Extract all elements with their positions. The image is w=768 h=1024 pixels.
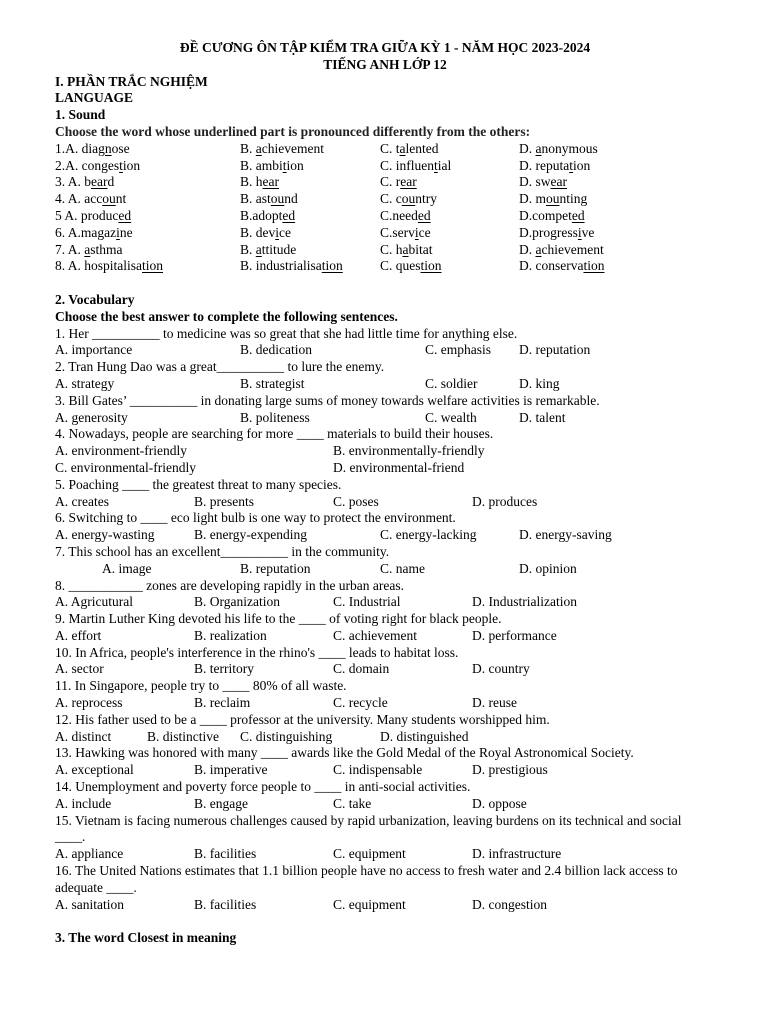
answer-options-row [55, 527, 715, 544]
question-text: 9. Martin Luther King devoted his life to the ____ of voting right for black people. [55, 611, 502, 627]
sound-option: D. mounting [519, 191, 588, 207]
question-text: 3. Bill Gates’ __________ in donating large sums of money towards welfare activities is remarkable. [55, 392, 600, 408]
sound-option: C. talented [380, 140, 439, 156]
sound-option: B. hear [240, 174, 279, 190]
underlined-sound: ou [401, 191, 416, 207]
sound-option: D.competed [519, 207, 585, 223]
underlined-sound: a [255, 241, 262, 257]
sound-question-row [55, 191, 715, 208]
sound-option: B. astound [240, 191, 298, 207]
doc-title-line2: TIẾNG ANH LỚP 12 [323, 56, 447, 72]
answer-option: B. distinctive [147, 728, 219, 744]
sound-option: 3. A. beard [55, 174, 115, 190]
sound-option: C.needed [380, 207, 431, 223]
underlined-sound: tion [142, 258, 164, 274]
underlined-sound: tion [321, 258, 343, 274]
answer-option: C. Industrial [333, 594, 401, 610]
answer-option: D. king [519, 375, 560, 391]
sound-option: D. anonymous [519, 140, 598, 156]
underlined-sound: a [402, 241, 409, 257]
answer-option: D. infrastructure [472, 846, 562, 862]
answer-option: B. strategist [240, 375, 305, 391]
underlined-sound: a [255, 140, 262, 156]
answer-option: A. reprocess [55, 695, 123, 711]
sound-option: 2.A. congestion [55, 157, 141, 173]
underlined-sound: t [434, 157, 438, 173]
answer-option: D. prestigious [472, 762, 548, 778]
answer-option: C. energy-lacking [380, 527, 477, 543]
underlined-sound: i [577, 224, 582, 240]
answer-option: D. congestion [472, 896, 547, 912]
question-text: 12. His father used to be a ____ professor at the university. Many students worshipped him. [55, 711, 550, 727]
question-text: 16. The United Nations estimates that 1.1 billion people have no access to fresh water and 2.4 billion lack access to adequate ____. [55, 863, 678, 895]
sound-question-row [55, 225, 715, 242]
answer-option: D. produces [472, 493, 538, 509]
answer-option: D. oppose [472, 795, 527, 811]
sound-question-row [55, 208, 715, 225]
answer-option: C. equipment [333, 846, 406, 862]
question-text: 6. Switching to ____ eco light bulb is one way to protect the environment. [55, 510, 456, 526]
sound-option: B. achievement [240, 140, 324, 156]
sound-option: D. swear [519, 174, 567, 190]
answer-option: A. appliance [55, 846, 124, 862]
answer-option: D. energy-saving [519, 527, 612, 543]
answer-option: D. talent [519, 409, 566, 425]
sound-option: C. question [380, 258, 442, 274]
sound-question-row [55, 242, 715, 259]
underlined-sound: ed [118, 207, 132, 223]
answer-option: C. equipment [333, 896, 406, 912]
answer-option: B. territory [194, 661, 254, 677]
answer-option: A. include [55, 795, 112, 811]
doc-title-line1: ĐỀ CƯƠNG ÔN TẬP KIỂM TRA GIỮA KỲ 1 - NĂM HỌC 2023-2024 [179, 40, 591, 55]
answer-options-row [55, 846, 715, 863]
spacer [55, 913, 715, 930]
answer-option: A. Agricutural [55, 594, 133, 610]
part1-heading: I. PHẦN TRẮC NGHIỆM [55, 73, 208, 89]
underlined-sound: ear [91, 174, 108, 190]
sound-option: C. influential [380, 157, 452, 173]
answer-option: C. emphasis [425, 342, 491, 358]
sound-option: C. rear [380, 174, 417, 190]
sound-instruction: Choose the word whose underlined part is pronounced differently from the others: [55, 123, 531, 139]
answer-option: D. Industrialization [472, 594, 577, 610]
underlined-sound: ear [400, 174, 417, 190]
question-text: 7. This school has an excellent__________ in the community. [55, 543, 390, 559]
answer-options-row [55, 762, 715, 779]
answer-option: B. presents [194, 493, 254, 509]
answer-options-row [55, 460, 715, 477]
underlined-sound: ou [270, 191, 285, 207]
underlined-sound: t [119, 157, 123, 173]
underlined-sound: i [116, 224, 120, 240]
answer-option: B. politeness [240, 409, 310, 425]
answer-option: C. achievement [333, 627, 417, 643]
sound-option: B.adopted [240, 207, 296, 223]
document-page [55, 40, 715, 947]
answer-option: A. distinct [55, 728, 112, 744]
underlined-sound: a [535, 140, 542, 156]
answer-option: B. energy-expending [194, 527, 307, 543]
sound-option: B. industrialisation [240, 258, 343, 274]
underlined-sound: i [275, 224, 280, 240]
underlined-sound: i [414, 224, 419, 240]
sound-heading: 1. Sound [55, 107, 106, 123]
answer-option: A. generosity [55, 409, 128, 425]
sound-option: 1.A. diagnose [55, 140, 130, 156]
answer-option: C. soldier [425, 375, 478, 391]
sound-question-row [55, 174, 715, 191]
sound-option: D.progressive [519, 224, 595, 240]
answer-option: C. domain [333, 661, 390, 677]
answer-options-row [55, 796, 715, 813]
answer-option: B. realization [194, 627, 267, 643]
answer-option: C. indispensable [333, 762, 423, 778]
answer-options-row [55, 342, 715, 359]
answer-option: B. facilities [194, 846, 257, 862]
answer-option: B. reputation [240, 560, 311, 576]
answer-option: C. recycle [333, 695, 388, 711]
answer-options-row [55, 376, 715, 393]
answer-option: A. energy-wasting [55, 527, 155, 543]
underlined-sound: tion [420, 258, 442, 274]
answer-options-row [55, 443, 715, 460]
sound-option: B. attitude [240, 241, 297, 257]
sound-option: 6. A.magazine [55, 224, 133, 240]
answer-option: D. performance [472, 627, 557, 643]
underlined-sound: a [399, 140, 406, 156]
answer-options-row [55, 561, 715, 578]
underlined-sound: ed [417, 207, 431, 223]
answer-options-row [55, 729, 715, 746]
underlined-sound: tion [583, 258, 605, 274]
question-text: 10. In Africa, people's interference in the rhino's ____ leads to habitat loss. [55, 644, 459, 660]
answer-options-row [55, 628, 715, 645]
answer-option: A. environment-friendly [55, 443, 187, 459]
question-text: 2. Tran Hung Dao was a great__________ to lure the enemy. [55, 359, 385, 375]
underlined-sound: ear [262, 174, 279, 190]
vocab-question-list [55, 326, 715, 914]
question-text: 11. In Singapore, people try to ____ 80% of all waste. [55, 678, 347, 694]
sound-option: 8. A. hospitalisation [55, 258, 164, 274]
closest-heading: 3. The word Closest in meaning [55, 930, 237, 946]
answer-option: A. importance [55, 342, 133, 358]
answer-option: D. reputation [519, 342, 591, 358]
underlined-sound: ou [102, 191, 116, 207]
sound-option: C.service [380, 224, 431, 240]
answer-option: A. creates [55, 493, 109, 509]
answer-option: B. environmentally-friendly [333, 443, 485, 459]
answer-option: C. wealth [425, 409, 477, 425]
question-text: 15. Vietnam is facing numerous challenges caused by rapid urbanization, leaving burdens on its technical and social ____. [55, 812, 682, 845]
sound-question-row [55, 141, 715, 158]
answer-option: C. environmental-friendly [55, 459, 196, 475]
underlined-sound: t [282, 157, 287, 173]
underlined-sound: a [535, 241, 542, 257]
underlined-sound: ear [550, 174, 567, 190]
spacer [55, 275, 715, 292]
answer-option: D. opinion [519, 560, 577, 576]
question-text: 1. Her __________ to medicine was so great that she had little time for anything else. [55, 325, 518, 341]
answer-option: D. environmental-friend [333, 459, 465, 475]
answer-options-row [55, 410, 715, 427]
sound-option: B. ambition [240, 157, 304, 173]
answer-option: A. sector [55, 661, 104, 677]
sound-option: D. achievement [519, 241, 604, 257]
answer-option: B. dedication [240, 342, 312, 358]
answer-option: B. reclaim [194, 695, 251, 711]
answer-options-row [55, 695, 715, 712]
answer-option: C. take [333, 795, 372, 811]
underlined-sound: t [569, 157, 573, 173]
underlined-sound: a [84, 241, 91, 257]
answer-option: B. engage [194, 795, 248, 811]
answer-option: A. exceptional [55, 762, 134, 778]
answer-option: B. facilities [194, 896, 257, 912]
answer-option: C. poses [333, 493, 379, 509]
answer-option: D. country [472, 661, 530, 677]
sound-option: 7. A. asthma [55, 241, 123, 257]
answer-options-row [55, 594, 715, 611]
answer-option: A. image [102, 560, 152, 576]
vocab-instruction: Choose the best answer to complete the following sentences. [55, 308, 398, 324]
part1-subheading: LANGUAGE [55, 90, 134, 106]
underlined-sound: ed [571, 207, 585, 223]
answer-options-row [55, 661, 715, 678]
question-text: 5. Poaching ____ the greatest threat to many species. [55, 476, 342, 492]
sound-option: 4. A. account [55, 191, 127, 207]
question-text: 4. Nowadays, people are searching for more ____ materials to build their houses. [55, 426, 494, 442]
answer-option: A. strategy [55, 375, 115, 391]
question-text: 8. ___________ zones are developing rapidly in the urban areas. [55, 577, 405, 593]
answer-option: C. distinguishing [240, 728, 333, 744]
answer-option: A. sanitation [55, 896, 124, 912]
answer-options-row [55, 494, 715, 511]
sound-option: C. habitat [380, 241, 433, 257]
answer-option: B. imperative [194, 762, 268, 778]
answer-options-row [55, 897, 715, 914]
underlined-sound: ou [546, 191, 560, 207]
answer-option: A. effort [55, 627, 102, 643]
underlined-sound: ed [282, 207, 296, 223]
sound-question-row [55, 158, 715, 175]
answer-option: D. distinguished [380, 728, 469, 744]
sound-option: C. country [380, 191, 437, 207]
answer-option: D. reuse [472, 695, 517, 711]
sound-option: B. device [240, 224, 291, 240]
answer-option: C. name [380, 560, 425, 576]
question-text: 13. Hawking was honored with many ____ awards like the Gold Medal of the Royal Astronomical Society. [55, 745, 634, 761]
underlined-sound: gn [98, 140, 112, 156]
sound-question-row [55, 258, 715, 275]
sound-option: D. reputation [519, 157, 591, 173]
sound-question-list [55, 141, 715, 275]
question-text: 14. Unemployment and poverty force people to ____ in anti-social activities. [55, 779, 471, 795]
sound-option: D. conservation [519, 258, 605, 274]
vocab-heading: 2. Vocabulary [55, 291, 135, 307]
answer-option: B. Organization [194, 594, 280, 610]
sound-option: 5 A. produced [55, 207, 132, 223]
